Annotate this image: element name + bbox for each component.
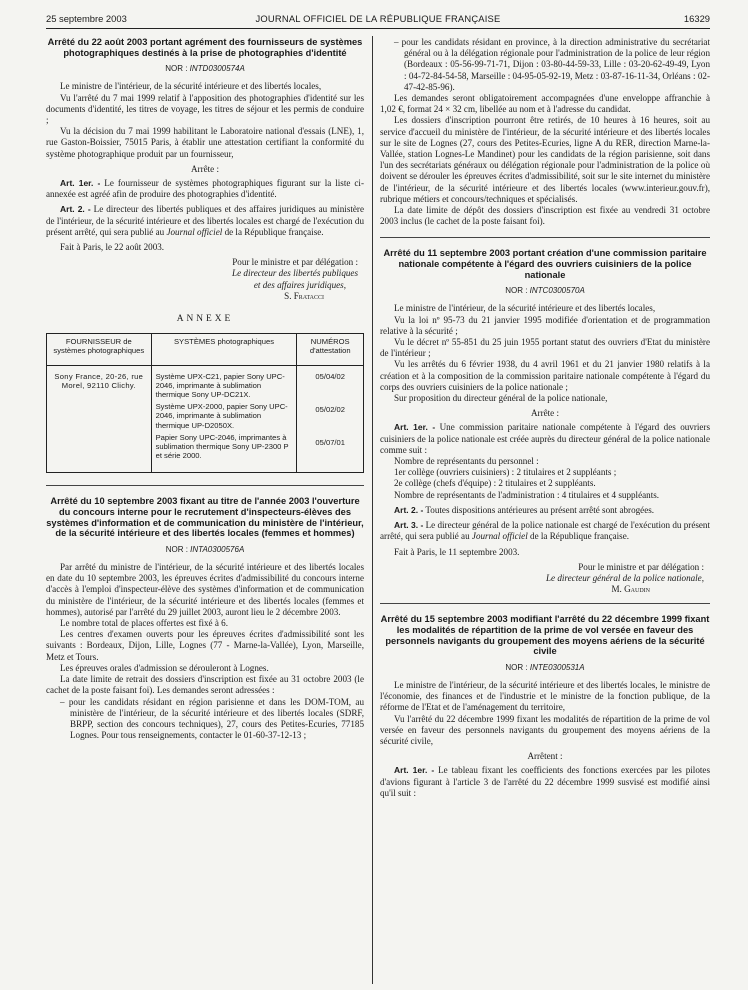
attestation-number: 05/04/02 [315,371,345,381]
decree-paragraph: Le ministre de l'intérieur, de la sécurité intérieure et des libertés locales, le ministre de l'économie, des finances et de l'industrie et le ministre de la fonction publique, de la réforme de l'Etat et de l'aménagement du territoire, [380,679,710,713]
decree-photo-suppliers [46,37,364,473]
decree-paragraph: Les dossiers d'inscription pourront être retirés, de 10 heures à 16 heures, soit au service d'accueil du ministère de l'intérieur, de la sécurité intérieure et des libertés locales sur le site de Lognes (27, cours des Petites-Ecuries, ligne A du RER, direction Marne-la-Vallée, station Lognes-Le Mandinet) pour les candidats de la région parisienne, soit dans l'un des secrétariats généraux ou délégation régionale pour l'administration de la police où doivent se dérouler les épreuves écrites d'admissibilité, soit sur le site internet du ministère de l'intérieur, de la sécurité intérieure et des libertés locales (www.interieur.gouv.fr), rubrique métiers et concours/techniques et spécialisés. [380,115,710,204]
annexe-table [46,333,364,473]
decree-title: Arrêté du 10 septembre 2003 fixant au titre de l'année 2003 l'ouverture du concours interne pour le recrutement d'inspecteurs-élèves des systèmes d'information et de communication du ministère de l'intérieur, de la sécurité intérieure et des libertés locales (femmes et hommes) [46,496,364,539]
decree-paragraph: La date limite de retrait des dossiers d'inscription est fixée au 31 octobre 2003 (le cachet de la poste faisant foi). Les demandes seront adressées : [46,674,364,696]
decree-commission-paritaire [380,248,710,595]
decree-paragraph: Nombre de représentants de l'administration : 4 titulaires et 4 suppléants. [394,489,660,500]
header-page-number: 16329 [683,13,710,24]
section-divider [380,237,710,238]
section-divider [380,603,710,604]
table-header: SYSTÈMES photographiques [151,334,297,365]
article-1: Art. 1er. - Une commission paritaire nationale compétente à l'égard des ouvriers cuisiniers de la police nationale est créée auprès du directeur général de la police nationale comme suit : [380,422,710,455]
article-2: Art. 2. - Toutes dispositions antérieures au présent arrêté sont abrogées. [394,504,655,515]
fait-a-paris: Fait à Paris, le 22 août 2003. [60,242,165,253]
decree-paragraph: 2e collège (chefs d'équipe) : 2 titulaires et 2 suppléants. [394,478,596,489]
decree-paragraph: Vu l'arrêté du 7 mai 1999 relatif à l'apposition des photographies d'identité sur les documents d'identité, les titres de voyage, les titres de séjour et les permis de conduire ; [46,92,364,125]
page-header [46,13,710,29]
article-1: Art. 1er. - Le fournisseur de systèmes photographiques figurant sur la liste ci-annexée est agréé afin de produire des photographies d'identité. [46,178,364,200]
decree-paragraph: Vu la loi nº 95-73 du 21 janvier 1995 modifiée d'orientation et de programmation relative à la sécurité ; [380,314,710,336]
attestation-number: 05/02/02 [315,404,345,414]
signature-delegation: Pour le ministre et par délégation : [232,257,358,268]
decree-title: Arrêté du 22 août 2003 portant agrément des fournisseurs de systèmes photographiques destinés à la prise de photographies d'identité [47,37,363,58]
signature-name: M. Gaudin [611,584,650,595]
header-rule [46,28,710,29]
decree-paragraph: Vu les arrêtés du 6 février 1938, du 4 avril 1961 et du 21 janvier 1980 relatifs à la création et à la composition de la commission paritaire nationale compétente à l'égard du corps des ouvriers cuisiniers de la police nationale ; [380,359,710,392]
nor-reference: NOR : INTD0300574A [165,64,245,74]
decree-paragraph: Vu la décision du 7 mai 1999 habilitant le Laboratoire national d'essais (LNE), 1, rue Gaston-Boissier, 75015 Paris, à établir une attestation certifiant la conformité du système photographique produit par un fournisseur, [46,126,364,159]
decree-paragraph: Vu le décret nº 55-851 du 25 juin 1955 portant statut des ouvriers d'Etat du ministère de l'intérieur ; [380,337,710,359]
decree-title: Arrêté du 11 septembre 2003 portant création d'une commission paritaire nationale compétente à l'égard des ouvriers cuisiniers de la police nationale [383,248,707,280]
section-divider [46,485,364,486]
decree-paragraph: La date limite de dépôt des dossiers d'inscription est fixée au vendredi 31 octobre 2003 inclus (le cachet de la poste faisant foi). [380,205,710,227]
nor-reference: NOR : INTE0300531A [505,662,585,672]
decree-paragraph: Le nombre total de places offertes est fixé à 6. [60,618,228,629]
decree-paragraph: Les centres d'examen ouverts pour les épreuves écrites d'admissibilité sont les suivants : Bordeaux, Dijon, Lille, Lognes (77 - Marne-la-Vallée), Lyon, Marseille, Metz et Tours. [46,629,364,662]
decree-paragraph: Sur proposition du directeur général de la police nationale, [394,393,608,404]
decree-title: Arrêté du 15 septembre 2003 modifiant l'arrêté du 22 décembre 1999 fixant les modalités de répartition de la prime de vol versée en faveur des personnels navigants du groupement des moyens aériens de la sécurité civile [380,614,710,657]
nor-reference: NOR : INTA0300576A [165,544,245,554]
decree-prime-de-vol [380,614,710,799]
right-column [380,37,710,984]
table-header: NUMÉROS d'attestation [297,334,364,365]
signature-title: Le directeur des libertés publiques [232,268,358,279]
left-column [46,37,364,984]
arrete-label: Arrête : [530,408,560,419]
signature-title: Le directeur général de la police nationale, [545,572,704,583]
system-entry: Système UPX-2000, papier Sony UPC-2046, imprimante à sublimation thermique UP-D2050X. [155,402,288,430]
nor-reference: NOR : INTC0300570A [505,286,585,296]
article-2: Art. 2. - Le directeur des libertés publiques et des affaires juridiques au ministère de l'intérieur, de la sécurité intérieure et des libertés locales est chargé de l'exécution du présent arrêté, qui sera publié au Journal officiel de la République française. [46,204,364,237]
system-entry: Papier Sony UPC-2046, imprimantes à sublimation thermique Sony UP-2300 P et série 2000. [155,432,289,461]
table-header: FOURNISSEUR de systèmes photographiques [47,334,152,365]
signature-delegation: Pour le ministre et par délégation : [578,561,704,572]
signature-title: et des affaires juridiques, [253,279,346,290]
decree-paragraph: Le ministre de l'intérieur, de la sécurité intérieure et des libertés locales, [394,303,656,314]
decree-paragraph: Le ministre de l'intérieur, de la sécurité intérieure et des libertés locales, [60,81,322,92]
decree-paragraph: Les demandes seront obligatoirement accompagnées d'une enveloppe affranchie à 1,02 €, format 24 × 32 cm, libellée au nom et à l'adresse du candidat. [380,93,710,115]
annexe-heading: ANNEXE [176,314,234,325]
decree-paragraph: Par arrêté du ministre de l'intérieur, de la sécurité intérieure et des libertés locales en date du 10 septembre 2003, les épreuves écrites d'admissibilité du concours interne d'accès à l'emploi d'inspecteur-élève des systèmes d'information et de communication du ministère de l'intérieur, de la sécurité intérieure et des libertés locales (femmes et hommes), autorisé par l'arrêté du 29 juillet 2003, auront lieu le 2 décembre 2003. [46,562,364,617]
supplier-cell: Sony France, 20-26, rue Morel, 92110 Clichy. [54,371,144,390]
decree-paragraph: Nombre de représentants du personnel : [394,456,539,467]
article-3: Art. 3. - Le directeur général de la police nationale est chargé de l'exécution du présent arrêté, qui sera publié au Journal officiel de la République française. [380,520,710,542]
system-entry: Système UPX-C21, papier Sony UPC-2046, imprimante à sublimation thermique Sony UP-DC21X. [155,371,285,400]
decree-paragraph: 1er collège (ouvriers cuisiniers) : 2 titulaires et 2 suppléants ; [394,467,617,478]
attestation-number: 05/07/01 [315,438,345,448]
fait-a-paris: Fait à Paris, le 11 septembre 2003. [394,546,520,557]
header-date: 25 septembre 2003 [46,13,127,24]
arretent-label: Arrêtent : [527,751,563,762]
header-journal-title: JOURNAL OFFICIEL DE LA RÉPUBLIQUE FRANÇAISE [255,13,501,24]
column-divider [372,36,373,984]
decree-paragraph: Les épreuves orales d'admission se dérouleront à Lognes. [60,662,269,673]
decree-concours-interne [46,496,364,741]
article-1: Art. 1er. - Le tableau fixant les coefficients des fonctions exercées par les pilotes d'avions figurant à l'article 3 de l'arrêté du 22 décembre 1999 susvisé est modifié ainsi qu'il suit : [380,765,710,798]
arrete-label: Arrête : [190,163,220,174]
list-item: – pour les candidats résidant en province, à la direction administrative du secrétariat général ou à la délégation régionale pour l'administration de la police de leur région (Bordeaux : 05-56-99-71-71, Dijon : 03-80-44-59-33, Lille : 03-20-62-49-49, Lyon : 04-72-84-54-58, Marseille : 04-95-05-92-19, Metz : 03-87-16-11-34, Orléans : 02-47-42-85-96). [394,37,710,92]
decree-paragraph: Vu l'arrêté du 22 décembre 1999 fixant les modalités de répartition de la prime de vol versée en faveur des personnels navigants du groupement des moyens aériens de la sécurité civile, [380,713,710,746]
signature-name: S. Fratacci [284,290,324,301]
list-item: – pour les candidats résidant en région parisienne et dans les DOM-TOM, au ministère de l'intérieur, de la sécurité intérieure et des libertés locales (SDRF, BRPP, section des concours techniques), 27, cours des Petites-Ecuries, 77185 Lognes. Pour tous renseignements, contacter le 01-60-37-12-13 ; [60,696,364,741]
